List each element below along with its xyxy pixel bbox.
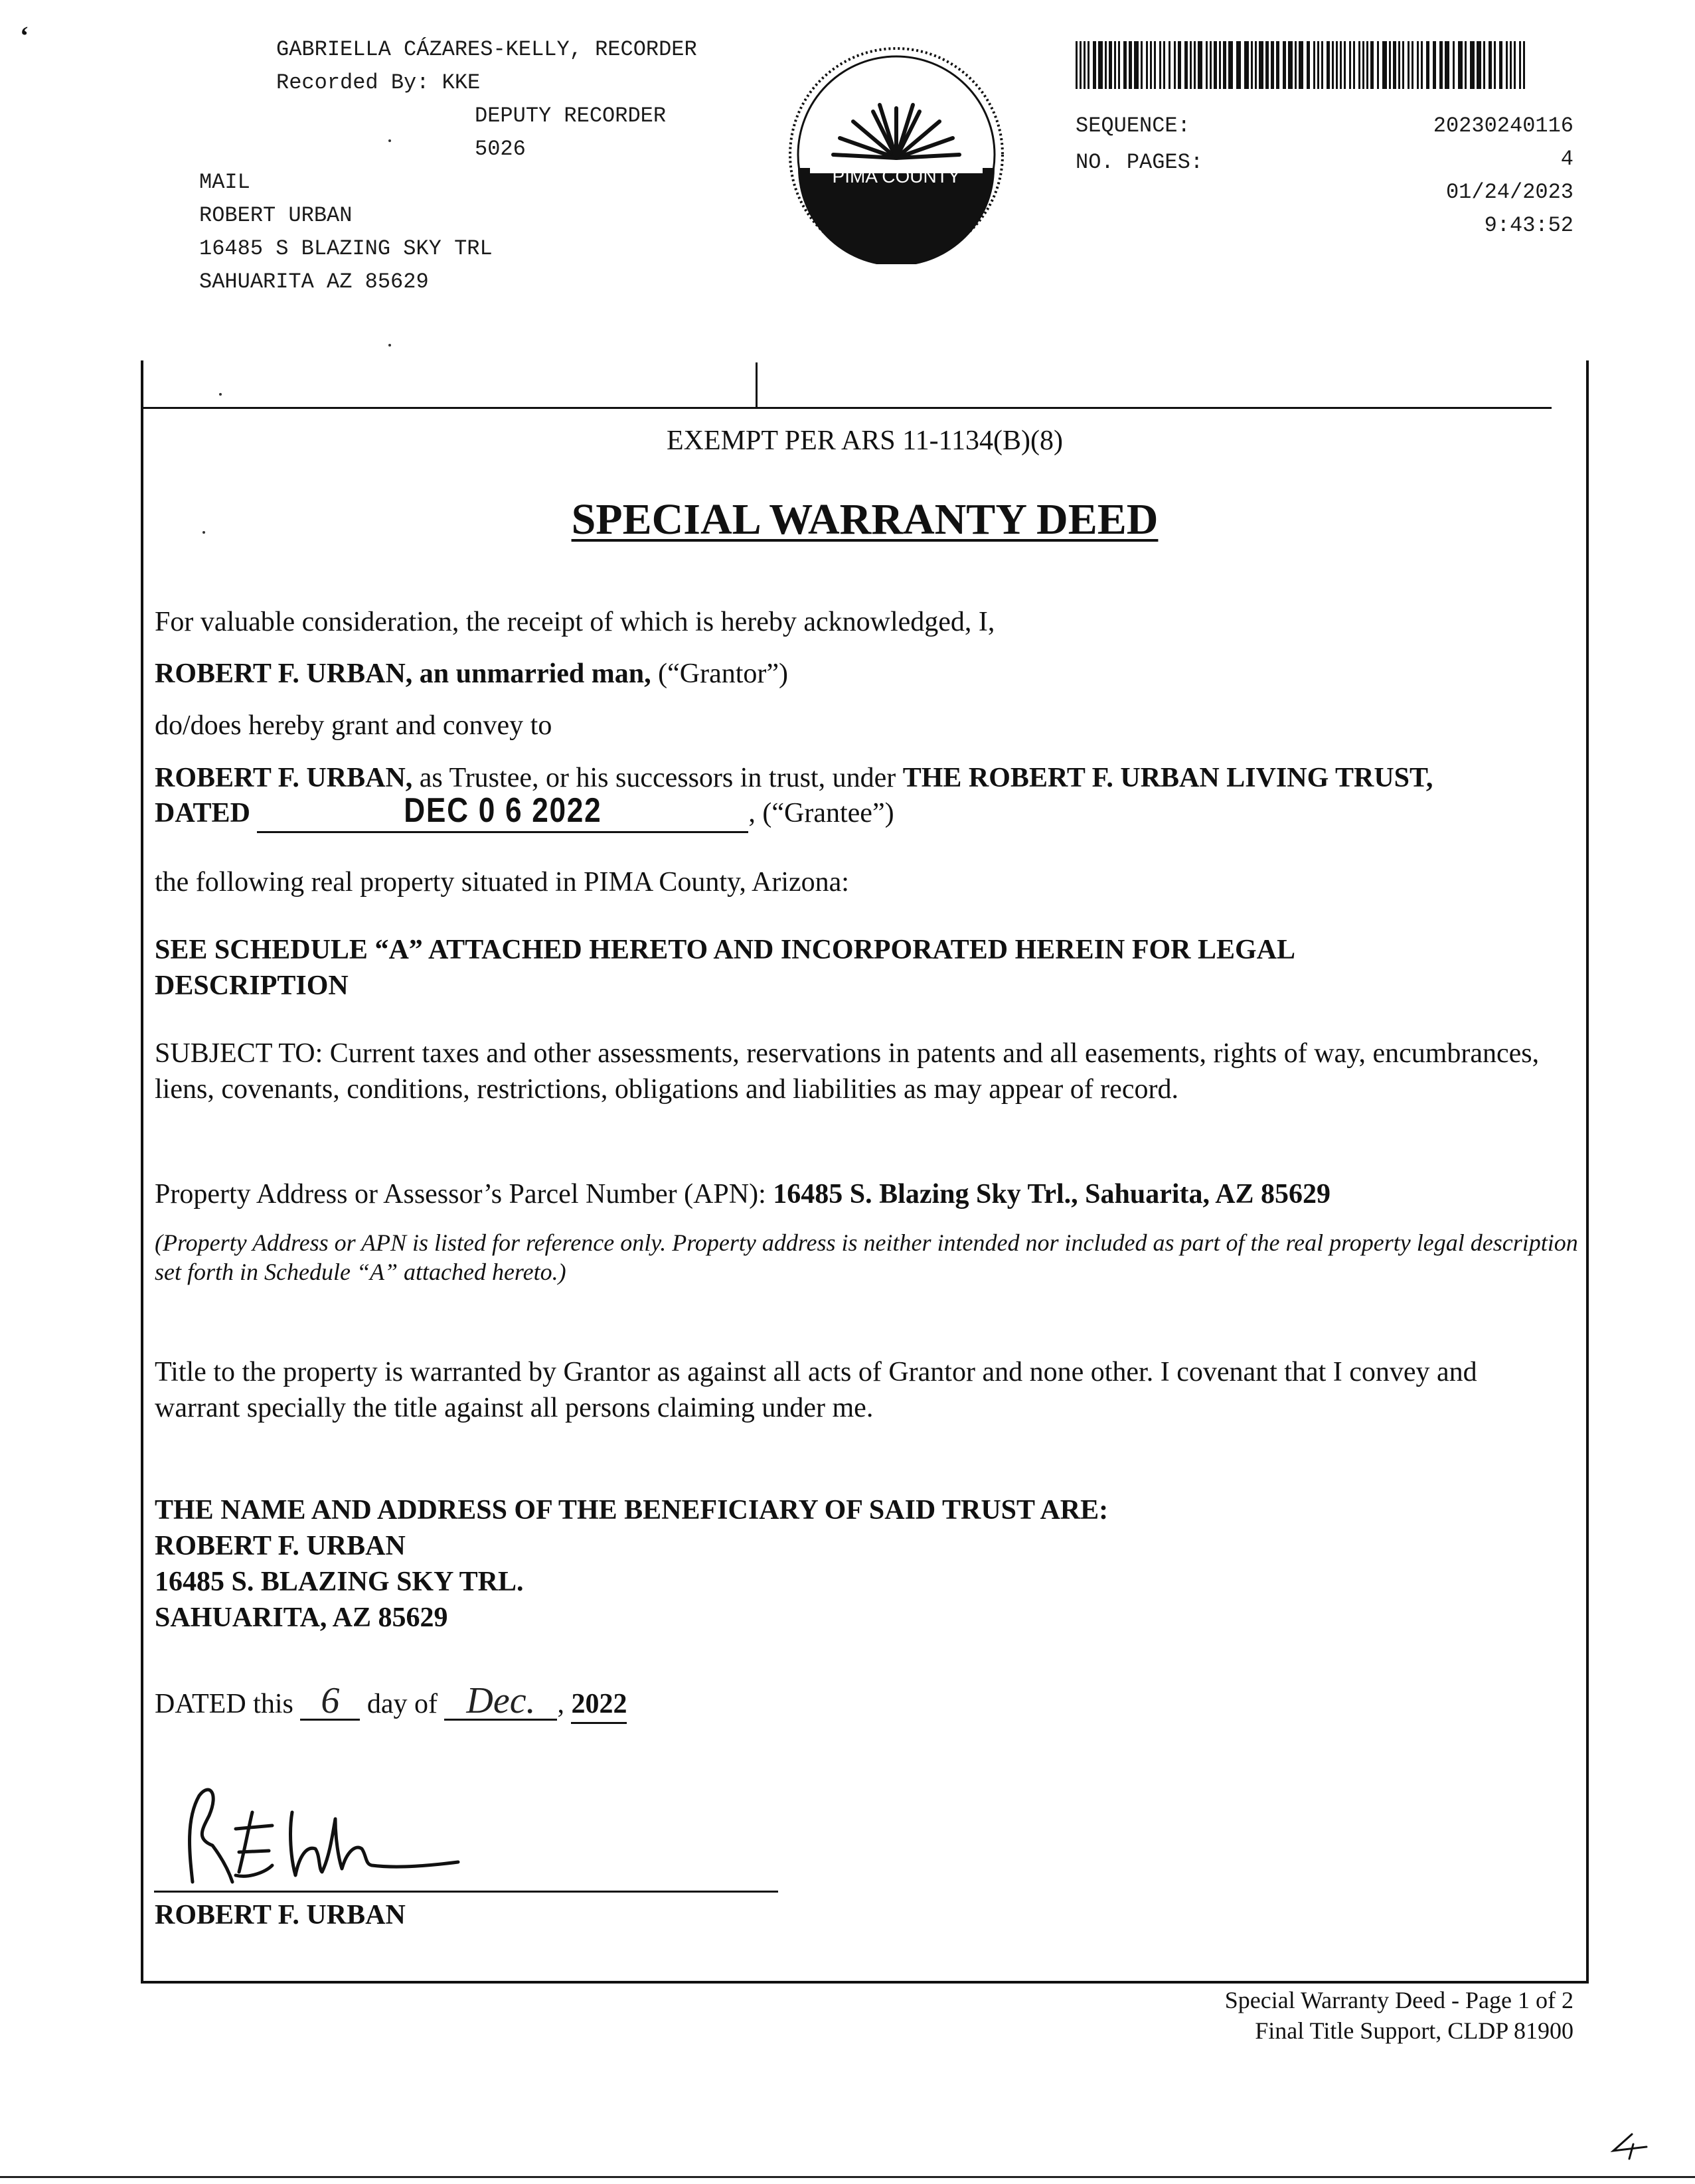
barcode-bar — [1358, 41, 1360, 89]
recording-time: 9:43:52 — [1484, 213, 1574, 238]
pages-value: 4 — [1560, 147, 1574, 171]
deed-title — [143, 495, 1586, 545]
beneficiary-city: SAHUARITA, AZ 85629 — [155, 1602, 448, 1633]
barcode-bar — [1154, 41, 1156, 89]
grantor-tag: (“Grantor”) — [651, 659, 789, 689]
barcode-bar — [1340, 41, 1342, 89]
barcode-bar — [1134, 41, 1139, 89]
barcode-bar — [1223, 41, 1226, 89]
barcode-bar — [1412, 41, 1413, 89]
grantee-mid: as Trustee, or his successors in trust, under — [412, 763, 903, 793]
barcode-bar — [1214, 41, 1217, 89]
recorder-header — [276, 33, 697, 100]
grantor-line — [155, 656, 1569, 692]
barcode-bar — [1076, 41, 1078, 89]
barcode-bar — [1080, 41, 1082, 89]
signature-line — [154, 1891, 778, 1893]
day-of-label: day of — [360, 1689, 445, 1719]
grantee-name: ROBERT F. URBAN, — [155, 763, 413, 793]
dated-month: Dec. — [444, 1683, 557, 1721]
barcode-bar — [1236, 41, 1241, 89]
barcode-bar — [1146, 41, 1148, 89]
barcode-bar — [1494, 41, 1496, 89]
footer-company-line: Final Title Support, CLDP 81900 — [1255, 2017, 1574, 2044]
barcode-bar — [1366, 41, 1368, 89]
trust-name: THE ROBERT F. URBAN LIVING TRUST, — [902, 763, 1433, 793]
barcode-bar — [1118, 41, 1120, 89]
beneficiary-name: ROBERT F. URBAN — [155, 1531, 406, 1561]
consideration-text: For valuable consideration, the receipt of which is hereby acknowledged, I, — [155, 607, 995, 637]
barcode-bar — [1519, 41, 1521, 89]
beneficiary-heading: THE NAME AND ADDRESS OF THE BENEFICIARY OF SAID TRUST ARE: — [155, 1495, 1109, 1525]
barcode-bar — [1445, 41, 1449, 89]
recorder-name: GABRIELLA CÁZARES-KELLY, RECORDER — [276, 37, 697, 62]
page-footer — [929, 1985, 1574, 2046]
barcode-bar — [1105, 41, 1107, 89]
subject-to-text: SUBJECT TO: Current taxes and other assessments, reservations in patents and all easements, rights of way, encumbrances, liens, covenants, conditions, restrictions, obligations and liabilities as may appear of record. — [155, 1038, 1540, 1105]
barcode-bar — [1453, 41, 1455, 89]
barcode-bar — [1483, 41, 1485, 89]
barcode-bar — [1169, 41, 1170, 89]
apn-value: 16485 S. Blazing Sky Trl., Sahuarita, AZ 85629 — [773, 1179, 1331, 1209]
stray-dot — [219, 393, 222, 396]
barcode-bar — [1109, 41, 1112, 89]
deed-title-text: SPECIAL WARRANTY DEED — [571, 495, 1159, 544]
barcode-bar — [1458, 41, 1463, 89]
barcode-bar — [1265, 41, 1269, 89]
barcode-bar — [1271, 41, 1274, 89]
barcode-bar — [1174, 41, 1176, 89]
barcode-bar — [1084, 41, 1086, 89]
barcode-bar — [1093, 41, 1096, 89]
barcode-bar — [1349, 41, 1351, 89]
exempt-line: EXEMPT PER ARS 11-1134(B)(8) — [667, 426, 1063, 456]
barcode-bar — [1336, 41, 1338, 89]
barcode-bar — [1190, 41, 1192, 89]
barcode-bar — [1259, 41, 1263, 89]
barcode-bar — [1088, 41, 1090, 89]
barcode-bar — [1433, 41, 1436, 89]
pima-county-seal-icon — [780, 45, 1012, 264]
barcode-icon — [1076, 41, 1527, 89]
scan-edge-line — [0, 2176, 1695, 2178]
mail-label: MAIL — [199, 170, 250, 195]
frame-right-border — [1586, 360, 1589, 1984]
barcode-bar — [1141, 41, 1143, 89]
grantor-name: ROBERT F. URBAN, an unmarried man, — [155, 659, 651, 689]
dated-blank — [257, 793, 748, 833]
dated-stamp: DEC 0 6 2022 — [404, 791, 602, 830]
barcode-bar — [1150, 41, 1152, 89]
barcode-bar — [1439, 41, 1443, 89]
barcode-bar — [1206, 41, 1208, 89]
barcode-bar — [1389, 41, 1391, 89]
barcode-bar — [1321, 41, 1323, 89]
barcode-bar — [1510, 41, 1512, 89]
apn-note: (Property Address or APN is listed for reference only. Property address is neither intended nor included as part of the real property legal description set forth in Schedule “A” attached hereto.) — [155, 1229, 1578, 1285]
seal-text: PIMA COUNTY — [832, 166, 961, 187]
stray-dot — [388, 139, 391, 142]
barcode-bar — [1288, 41, 1293, 89]
barcode-bar — [1377, 41, 1379, 89]
beneficiary-street: 16485 S. BLAZING SKY TRL. — [155, 1567, 524, 1597]
barcode-bar — [1283, 41, 1286, 89]
barcode-bar — [1276, 41, 1279, 89]
barcode-bar — [1382, 41, 1387, 89]
dated-this-line: DATED this 6 day of Dec. , 2022 — [155, 1683, 1217, 1724]
barcode-bar — [1408, 41, 1410, 89]
barcode-bar — [1313, 41, 1315, 89]
dated-day: 6 — [300, 1683, 360, 1721]
barcode-bar — [1470, 41, 1475, 89]
barcode-bar — [1398, 41, 1400, 89]
barcode-bar — [1327, 41, 1330, 89]
handwritten-page-number — [1607, 2131, 1656, 2161]
barcode-bar — [1370, 41, 1374, 89]
convey-text: do/does hereby grant and convey to — [155, 710, 552, 741]
barcode-bar — [1299, 41, 1303, 89]
barcode-bar — [1198, 41, 1202, 89]
frame-top-rule — [141, 407, 1552, 409]
barcode-bar — [1514, 41, 1516, 89]
dated-this-label: DATED this — [155, 1689, 301, 1719]
property-intro: the following real property situated in PIMA County, Arizona: — [155, 867, 849, 897]
dated-line — [155, 793, 1569, 833]
barcode-bar — [1295, 41, 1297, 89]
deputy-block — [475, 100, 666, 166]
frame-bottom-border — [141, 1981, 1589, 1984]
mail-name: ROBERT URBAN — [199, 203, 353, 228]
barcode-bar — [1210, 41, 1212, 89]
sequence-label: SEQUENCE: — [1076, 114, 1190, 138]
pages-label: NO. PAGES: — [1076, 150, 1204, 175]
barcode-bar — [1489, 41, 1492, 89]
frame-left-border — [141, 360, 143, 1984]
barcode-bar — [1307, 41, 1310, 89]
grantee-tag: , (“Grantee”) — [748, 798, 894, 828]
dated-year: 2022 — [571, 1686, 627, 1724]
barcode-bar — [1184, 41, 1188, 89]
barcode-bar — [1228, 41, 1233, 89]
apn-line — [155, 1176, 1575, 1212]
grantee-line — [155, 760, 1575, 796]
sequence-value: 20230240116 — [1433, 114, 1574, 138]
barcode-bar — [1499, 41, 1502, 89]
beneficiary-block — [155, 1492, 1569, 1636]
deputy-title: DEPUTY RECORDER — [475, 104, 667, 128]
barcode-bar — [1129, 41, 1132, 89]
barcode-bar — [1393, 41, 1396, 89]
barcode-bar — [1421, 41, 1423, 89]
apn-label: Property Address or Assessor’s Parcel Number (APN): — [155, 1179, 773, 1209]
barcode-bar — [1477, 41, 1481, 89]
barcode-bar — [1402, 41, 1404, 89]
footer-page-line: Special Warranty Deed - Page 1 of 2 — [1224, 1987, 1574, 2013]
barcode-bar — [1255, 41, 1257, 89]
barcode-bar — [1163, 41, 1165, 89]
barcode-bar — [1465, 41, 1467, 89]
barcode-bar — [1194, 41, 1196, 89]
frame-divider — [756, 362, 758, 409]
barcode-bar — [1332, 41, 1334, 89]
barcode-bar — [1426, 41, 1429, 89]
barcode-bar — [1417, 41, 1419, 89]
barcode-bar — [1244, 41, 1249, 89]
schedule-text: SEE SCHEDULE “A” ATTACHED HERETO AND INCORPORATED HEREIN FOR LEGAL DESCRIPTION — [155, 935, 1294, 1001]
mail-city: SAHUARITA AZ 85629 — [199, 270, 429, 294]
stray-mark: ‘ — [20, 21, 29, 50]
barcode-bar — [1362, 41, 1364, 89]
dated-label: DATED — [155, 798, 250, 828]
barcode-bar — [1506, 41, 1508, 89]
mail-street: 16485 S BLAZING SKY TRL — [199, 236, 493, 261]
deputy-number: 5026 — [475, 137, 526, 161]
barcode-bar — [1251, 41, 1253, 89]
barcode-bar — [1178, 41, 1181, 89]
barcode-bar — [1219, 41, 1221, 89]
barcode-bar — [1523, 41, 1525, 89]
barcode-bar — [1114, 41, 1116, 89]
mail-to-block — [199, 166, 493, 299]
barcode-bar — [1123, 41, 1127, 89]
signer-name: ROBERT F. URBAN — [155, 1900, 406, 1930]
handwritten-signature — [173, 1766, 465, 1899]
recording-date: 01/24/2023 — [1445, 180, 1574, 204]
warranty-text: Title to the property is warranted by Grantor as against all acts of Grantor and none other. I covenant that I convey and warrant specially the title against all persons claiming under me. — [155, 1357, 1477, 1423]
recording-values — [1261, 110, 1574, 242]
barcode-bar — [1344, 41, 1346, 89]
barcode-bar — [1353, 41, 1355, 89]
recorded-by: Recorded By: KKE — [276, 70, 481, 95]
barcode-bar — [1317, 41, 1319, 89]
barcode-bar — [1098, 41, 1103, 89]
stray-dot — [388, 344, 391, 347]
barcode-bar — [1159, 41, 1161, 89]
